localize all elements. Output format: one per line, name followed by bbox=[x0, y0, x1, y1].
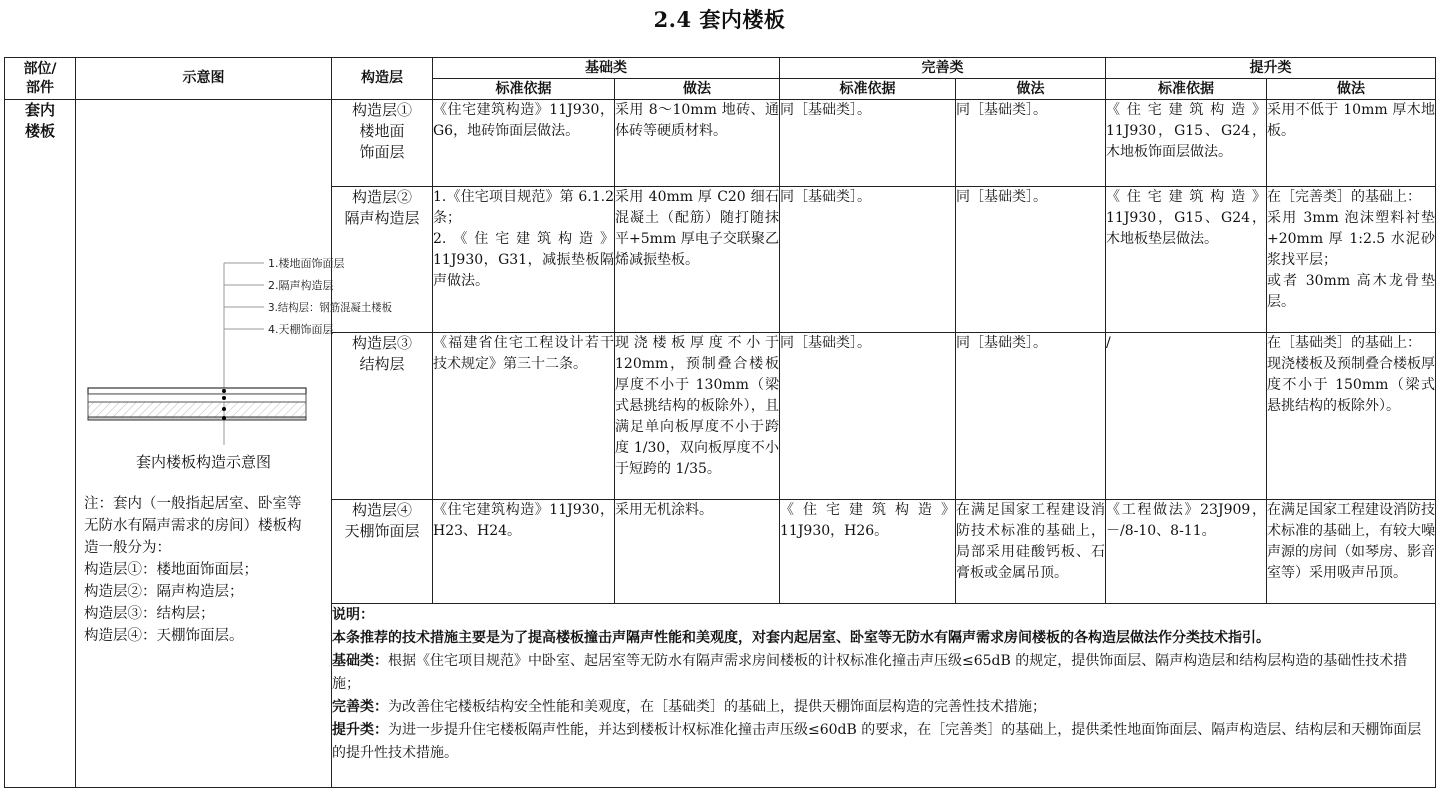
note-line: 构造层①：楼地面饰面层； bbox=[84, 562, 258, 578]
layer-name: 构造层② 隔声构造层 bbox=[332, 187, 433, 333]
explain-basic bbox=[332, 650, 1435, 696]
diagram-label: 1.楼地面饰面层 bbox=[268, 257, 345, 270]
improve-method: 在满足国家工程建设消防技术标准的基础上，局部采用硅酸钙板、石膏板或金属吊顶。 bbox=[956, 500, 1106, 604]
header-diagram: 示意图 bbox=[76, 58, 332, 100]
explain-title: 说明： bbox=[332, 607, 374, 623]
explain-upgrade-text: 为进一步提升住宅楼板隔声性能，并达到楼板计权标准化撞击声压级≤60dB 的要求，在［完善类］的基础上，提供柔性地面饰面层、隔声构造层、结构层和天棚饰面层的提升性技术措施。 bbox=[332, 722, 1422, 761]
diagram-label: 3.结构层：钢筋混凝土楼板 bbox=[268, 301, 400, 314]
header-method: 做法 bbox=[1267, 79, 1436, 100]
improve-basis: 同［基础类］。 bbox=[780, 333, 956, 500]
diagram-label: 4.天棚饰面层 bbox=[268, 323, 334, 336]
diagram-label: 2.隔声构造层 bbox=[268, 279, 334, 292]
header-basis: 标准依据 bbox=[1106, 79, 1267, 100]
basic-basis: 《福建省住宅工程设计若干技术规定》第三十二条。 bbox=[433, 333, 615, 500]
explain-improve-text: 为改善住宅楼板结构安全性能和美观度，在［基础类］的基础上，提供天棚饰面层构造的完善性技术措施； bbox=[388, 699, 1046, 715]
header-group-basic: 基础类 bbox=[433, 58, 780, 79]
basic-method: 采用 40mm 厚 C20 细石混凝土（配筋）随打随抹平+5mm 厚电子交联聚乙烯减振垫板。 bbox=[615, 187, 780, 333]
explain-basic-label: 基础类： bbox=[332, 653, 388, 669]
note-line: 无防水有隔声需求的房间）楼板构 bbox=[84, 518, 302, 534]
basic-basis: 1.《住宅项目规范》第 6.1.2 条； 2.《住宅建筑构造》11J930，G31，减振垫板隔声做法。 bbox=[433, 187, 615, 333]
floor-section-diagram bbox=[88, 255, 400, 445]
diagram-caption: 套内楼板构造示意图 bbox=[135, 453, 271, 471]
upgrade-method: 在满足国家工程建设消防技术标准的基础上，有较大噪声源的房间（如琴房、影音室等）采用吸声吊顶。 bbox=[1267, 500, 1436, 604]
explain-basic-text: 根据《住宅项目规范》中卧室、起居室等无防水有隔声需求房间楼板的计权标准化撞击声压级≤65dB 的规定，提供饰面层、隔声构造层和结构层构造的基础性技术措施； bbox=[332, 653, 1408, 692]
improve-method: 同［基础类］。 bbox=[956, 100, 1106, 187]
improve-basis: 《住宅建筑构造》11J930，H26。 bbox=[780, 500, 956, 604]
table-row bbox=[5, 100, 1436, 187]
layer-name: 构造层① 楼地面 饰面层 bbox=[332, 100, 433, 187]
header-group-improve: 完善类 bbox=[780, 58, 1106, 79]
header-basis: 标准依据 bbox=[433, 79, 615, 100]
improve-method: 同［基础类］。 bbox=[956, 187, 1106, 333]
header-method: 做法 bbox=[615, 79, 780, 100]
explain-intro: 本条推荐的技术措施主要是为了提高楼板撞击声隔声性能和美观度，对套内起居室、卧室等无防水有隔声需求房间楼板的各构造层做法作分类技术指引。 bbox=[332, 630, 1270, 646]
basic-method: 现浇楼板厚度不小于 120mm，预制叠合楼板厚度不小于 130mm（梁式悬挑结构的板除外），且满足单向板厚度不小于跨度 1/30，双向板厚度不小于短跨的 1/35。 bbox=[615, 333, 780, 500]
upgrade-method: 采用不低于 10mm 厚木地板。 bbox=[1267, 100, 1436, 187]
note-line: 注：套内（一般指起居室、卧室等 bbox=[84, 496, 302, 512]
part-name: 套内 楼板 bbox=[5, 100, 76, 788]
note-line: 构造层③：结构层； bbox=[84, 606, 215, 622]
header-basis: 标准依据 bbox=[780, 79, 956, 100]
improve-method: 同［基础类］。 bbox=[956, 333, 1106, 500]
header-layer: 构造层 bbox=[332, 58, 433, 100]
note-line: 造一般分为： bbox=[84, 540, 171, 556]
improve-basis: 同［基础类］。 bbox=[780, 187, 956, 333]
layer-name: 构造层③ 结构层 bbox=[332, 333, 433, 500]
upgrade-basis: 《住宅建筑构造》11J930，G15、G24，木地板垫层做法。 bbox=[1106, 187, 1267, 333]
upgrade-method: 在［基础类］的基础上： 现浇楼板及预制叠合楼板厚度不小于 150mm（梁式悬挑结构的板除外）。 bbox=[1267, 333, 1436, 500]
explanation-cell bbox=[332, 604, 1436, 788]
basic-method: 采用 8～10mm 地砖、通体砖等硬质材料。 bbox=[615, 100, 780, 187]
explain-upgrade-label: 提升类： bbox=[332, 722, 388, 738]
improve-basis: 同［基础类］。 bbox=[780, 100, 956, 187]
upgrade-basis: / bbox=[1106, 333, 1267, 500]
page-title: 2.4 套内楼板 bbox=[653, 7, 786, 32]
header-method: 做法 bbox=[956, 79, 1106, 100]
basic-basis: 《住宅建筑构造》11J930，G6，地砖饰面层做法。 bbox=[433, 100, 615, 187]
note-line: 构造层②：隔声构造层； bbox=[84, 584, 244, 600]
upgrade-method: 在［完善类］的基础上： 采用 3mm 泡沫塑料衬垫+20mm 厚 1:2.5 水泥砂浆找平层； 或者 30mm 高木龙骨垫层。 bbox=[1267, 187, 1436, 333]
explain-upgrade bbox=[332, 719, 1435, 765]
note-line: 构造层④：天棚饰面层。 bbox=[84, 628, 244, 644]
header-group-upgrade: 提升类 bbox=[1106, 58, 1436, 79]
explain-improve bbox=[332, 696, 1435, 719]
layer-name: 构造层④ 天棚饰面层 bbox=[332, 500, 433, 604]
upgrade-basis: 《工程做法》23J909，－/8-10、8-11。 bbox=[1106, 500, 1267, 604]
spec-table bbox=[4, 57, 1436, 788]
diagram-note bbox=[84, 493, 324, 647]
explain-improve-label: 完善类： bbox=[332, 699, 388, 715]
basic-basis: 《住宅建筑构造》11J930，H23、H24。 bbox=[433, 500, 615, 604]
basic-method: 采用无机涂料。 bbox=[615, 500, 780, 604]
upgrade-basis: 《住宅建筑构造》11J930，G15、G24，木地板饰面层做法。 bbox=[1106, 100, 1267, 187]
header-part: 部位/ 部件 bbox=[5, 58, 76, 100]
